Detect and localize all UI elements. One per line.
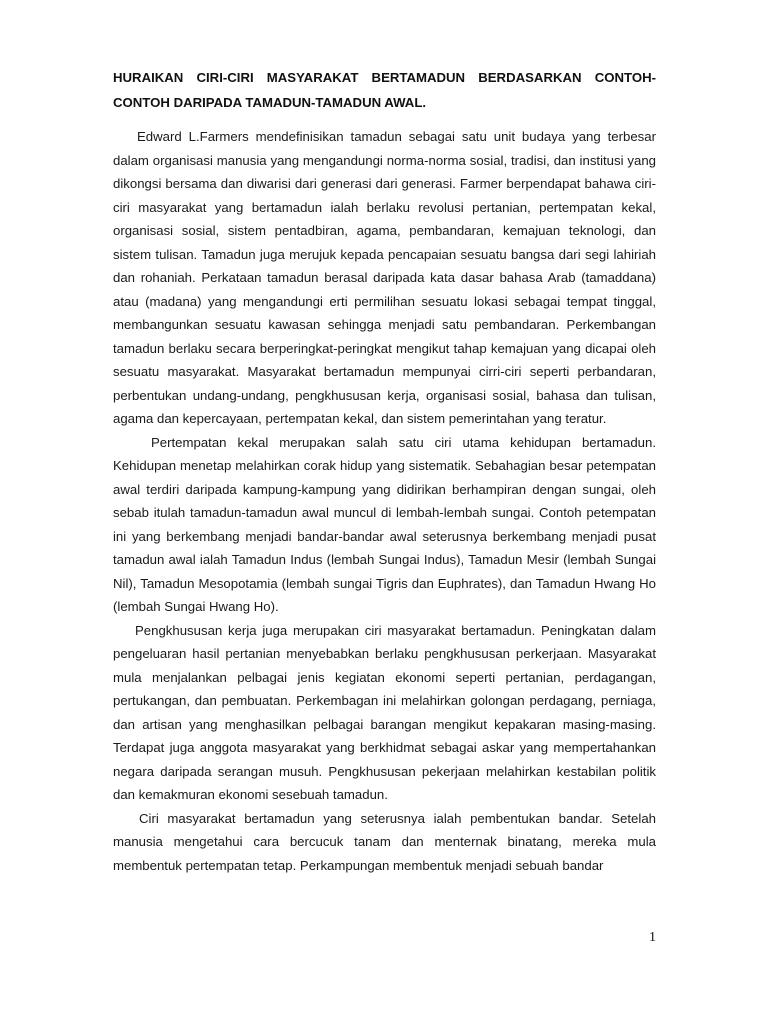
paragraph-specialization: Pengkhususan kerja juga merupakan ciri masyarakat bertamadun. Peningkatan dalam pengeluaran hasil pertanian menyebabkan berlaku pengkhususan perkerjaan. Masyarakat mula menjalankan pelbagai jenis kegiatan ekonomi seperti pertanian, perdagangan, pertukangan, dan pembuatan. Perkembagan ini melahirkan golongan perdagang, perniaga, dan artisan yang menghasilkan pelbagai barangan mengikut kepakaran masing-masing. Terdapat juga anggota masyarakat yang berkhidmat sebagai askar yang mempertahankan negara daripada serangan musuh. Pengkhususan pekerjaan melahirkan kestabilan politik dan kemakmuran ekonomi sesebuah tamadun.	[113, 622, 656, 802]
page-number: 1	[649, 930, 656, 945]
document-body	[113, 125, 656, 877]
paragraph-urbanization: Ciri masyarakat bertamadun yang seterusnya ialah pembentukan bandar. Setelah manusia mengetahui cara bercucuk tanam dan menternak binatang, mereka mula membentuk pertempatan tetap. Perkampungan membentuk menjadi sebuah bandar	[113, 810, 656, 873]
paragraph-definition: Edward L.Farmers mendefinisikan tamadun sebagai satu unit budaya yang terbesar dalam organisasi manusia yang mengandungi norma-norma sosial, tradisi, dan institusi yang dikongsi bersama dan diwarisi dari generasi dari generasi. Farmer berpendapat bahawa ciri-ciri masyarakat yang bertamadun ialah berlaku revolusi pertanian, pertempatan kekal, organisasi sosial, sistem pentadbiran, agama, pembandaran, kemajuan teknologi, dan sistem tulisan. Tamadun juga merujuk kepada pencapaian sesuatu bangsa dari segi lahiriah dan rohaniah. Perkataan tamadun berasal daripada kata dasar bahasa Arab (tamaddana) atau (madana) yang mengandungi erti permilihan sesuatu lokasi sebagai tempat tinggal, membangunkan sesuatu kawasan sehingga menjadi satu pembandaran. Perkembangan tamadun berlaku secara berperingkat-peringkat mengikut tahap kemajuan yang dicapai oleh sesuatu masyarakat. Masyarakat bertamadun mempunyai cirri-ciri seperti perbandaran, perbentukan undang-undang, pengkhususan kerja, organisasi sosial, bahasa dan tulisan, agama dan kepercayaan, pertempatan kekal, dan sistem pemerintahan yang teratur.	[113, 129, 656, 426]
document-title: HURAIKAN CIRI-CIRI MASYARAKAT BERTAMADUN BERDASARKAN CONTOH-CONTOH DARIPADA TAMADUN-TAMADUN AWAL.	[113, 70, 656, 110]
paragraph-settlement: Pertempatan kekal merupakan salah satu ciri utama kehidupan bertamadun. Kehidupan menetap melahirkan corak hidup yang sistematik. Sebahagian besar petempatan awal terdiri daripada kampung-kampung yang didirikan berhampiran dengan sungai, oleh sebab itulah tamadun-tamadun awal muncul di lembah-lembah sungai. Contoh petempatan ini yang berkembang menjadi bandar-bandar awal seterusnya berkembang menjadi pusat tamadun awal ialah Tamadun Indus (lembah Sungai Indus), Tamadun Mesir (lembah Sungai Nil), Tamadun Mesopotamia (lembah sungai Tigris dan Euphrates), dan Tamadun Hwang Ho (lembah Sungai Hwang Ho).	[113, 434, 656, 614]
